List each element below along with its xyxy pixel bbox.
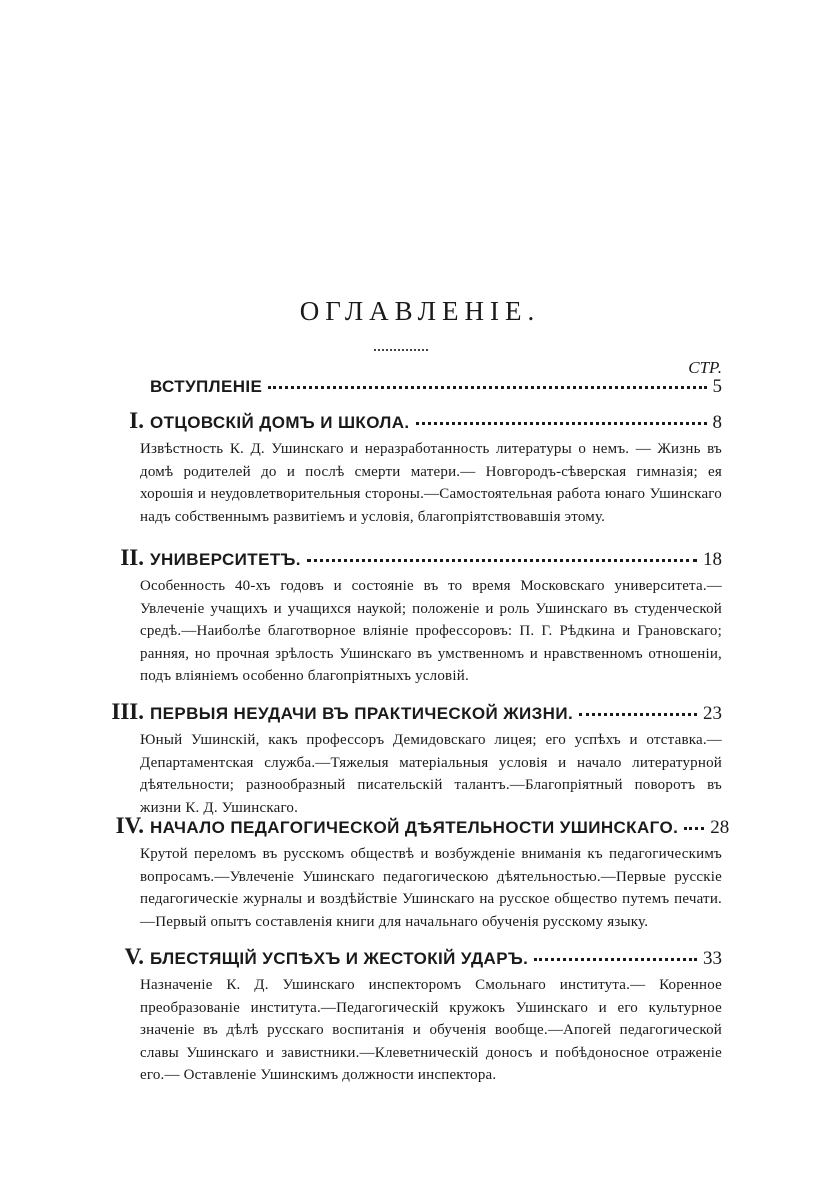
entry-page-number: 18 [703,549,722,570]
entry-summary: Юный Ушинскій, какъ профессоръ Демидовскаго лицея; его успѣхъ и отставка.—Департаментская служба.—Тяжелыя матеріальныя условія и начало литературной дѣятельности; разнообразный писательскій талантъ.—Благопріятный поворотъ въ жизни К. Д. Ушинскаго. [140,732,722,816]
toc-entry-5 [110,944,722,1087]
title-divider [374,349,428,351]
entry-page-number: 5 [712,376,722,397]
dot-leader [684,823,704,830]
entry-numeral: V. [124,944,144,969]
dot-leader [307,555,697,562]
toc-entry-3 [110,699,722,819]
entry-summary: Крутой переломъ въ русскомъ обществѣ и возбужденіе вниманія къ педагогическимъ вопросамъ.—Увлеченіе Ушинскаго педагогическою дѣятельностью.—Первые русскіе педагогическіе журналы и воздѣйствіе Ушинскаго на русское общество путемъ печати.—Первый опытъ составленія книги для начальнаго обученія русскому языку. [140,846,722,930]
entry-page-number: 28 [710,817,730,838]
dot-leader [416,418,707,425]
entry-numeral: I. [129,408,144,433]
entry-page-number: 23 [703,703,722,724]
entry-page-number: 33 [703,948,722,969]
toc-entry-1 [110,408,722,528]
entry-summary: Особенность 40-хъ годовъ и состояніе въ то время Московскаго университета.—Увлеченіе учащихъ и учащихся наукой; положеніе и роль Ушинскаго въ студенческой средѣ.—Наиболѣе благотворное вліяніе профессоровъ: П. Г. Рѣдкина и Грановскаго; ранняя, но прочная зрѣлость Ушинскаго въ умственномъ и нравственномъ отношеніи, подъ вліяніемъ особенно благопріятныхъ условій. [140,578,722,684]
entry-numeral: III. [111,699,144,724]
entry-summary: Извѣстность К. Д. Ушинскаго и неразработанность литературы о немъ. — Жизнь въ домѣ родителей до и послѣ смерти матери.— Новгородъ-сѣверская гимназія; ея хорошія и неудовлетворительныя стороны.—Самостоятельная работа юнаго Ушинскаго надъ собственнымъ развитіемъ и условія, благопріятствовавшія этому. [140,441,722,525]
toc-entry-2 [110,545,722,688]
entry-title: ОТЦОВСКІЙ ДОМЪ И ШКОЛА. [150,413,410,432]
entry-title: ВСТУПЛЕНІЕ [150,377,263,396]
entry-numeral: IV. [115,813,144,838]
entry-title: БЛЕСТЯЩІЙ УСПѢХЪ И ЖЕСТОКІЙ УДАРЪ. [150,949,529,968]
page-title: ОГЛАВЛЕНІЕ. [299,296,541,326]
dot-leader [268,382,706,389]
page-column-label: СТР. [688,358,722,377]
dot-leader [579,709,697,716]
toc-entry-4 [110,813,730,933]
entry-numeral: II. [120,545,144,570]
dot-leader [534,954,697,961]
entry-title: ПЕРВЫЯ НЕУДАЧИ ВЪ ПРАКТИЧЕСКОЙ ЖИЗНИ. [150,704,574,723]
entry-title: НАЧАЛО ПЕДАГОГИЧЕСКОЙ ДѢЯТЕЛЬНОСТИ УШИНСКАГО. [150,818,679,837]
entry-summary: Назначеніе К. Д. Ушинскаго инспекторомъ Смольнаго института.— Коренное преобразованіе института.—Педагогическій кружокъ Ушинскаго и его культурное значеніе въ дѣлѣ русскаго воспитанія и обученія вообще.—Апогей педагогической славы Ушинскаго и завистники.—Клеветническій доносъ и побѣдоносное отраженіе его.— Оставленіе Ушинскимъ должности инспектора. [140,977,722,1083]
entry-title: УНИВЕРСИТЕТЪ. [150,550,301,569]
toc-entry-introduction [110,376,722,406]
entry-page-number: 8 [712,412,722,433]
